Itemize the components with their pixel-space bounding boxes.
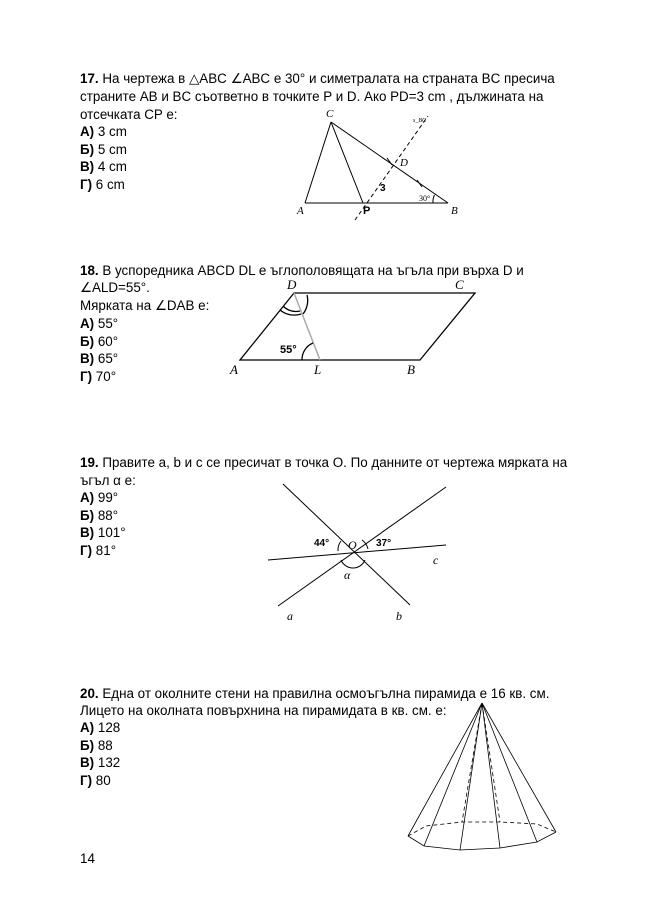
option-c[interactable] <box>80 754 120 772</box>
label-angle-30: 30° <box>419 194 431 203</box>
option-letter: В) <box>80 159 95 174</box>
option-d[interactable] <box>80 772 111 790</box>
label-c: C <box>326 108 334 120</box>
problem-17-line-2: страните AB и BC съответно в точките P и D. Ако PD=3 cm , дължината на <box>80 89 544 104</box>
pyramid-edge-6 <box>482 703 556 832</box>
label-angle-44: 44° <box>314 538 330 549</box>
label-d: D <box>400 157 408 169</box>
angle-arc-d-left <box>280 310 301 315</box>
option-letter: Г) <box>80 773 93 788</box>
option-text: 4 cm <box>97 159 127 174</box>
segment-cp <box>331 122 363 203</box>
label-p: P <box>363 205 371 217</box>
pyramid-edge-3 <box>460 703 482 850</box>
option-letter: Г) <box>80 369 93 384</box>
option-letter: А) <box>80 316 95 331</box>
option-b[interactable] <box>80 507 118 525</box>
problem-19-line-1 <box>80 454 567 472</box>
option-letter: В) <box>80 351 95 366</box>
option-text: 81° <box>95 543 117 558</box>
side-bc <box>331 122 448 203</box>
option-d[interactable] <box>80 368 116 386</box>
problem-19-line-2: ъгъл α е: <box>80 473 136 488</box>
pyramid-edge-4 <box>482 703 500 848</box>
option-b[interactable] <box>80 333 118 351</box>
problem-17-line-1 <box>80 70 555 88</box>
option-b[interactable] <box>80 141 127 159</box>
pyramid-base-back <box>408 822 556 836</box>
option-letter: В) <box>80 525 95 540</box>
option-text: 70° <box>95 369 117 384</box>
option-a[interactable] <box>80 315 118 333</box>
pyramid-edge-1 <box>408 703 482 836</box>
option-text: 5 cm <box>97 142 127 157</box>
option-letter: А) <box>80 720 95 735</box>
problem-18-text-1: В успоредника ABCD DL е ъглополовящата на ъгъла при върха D и <box>102 263 524 278</box>
bisector-dl <box>294 293 320 360</box>
option-d[interactable] <box>80 176 125 194</box>
label-o: O <box>348 538 357 552</box>
angle-arc-37 <box>362 540 368 549</box>
problem-18-line-1 <box>80 262 524 280</box>
label-b: b <box>396 609 402 623</box>
option-letter: Б) <box>80 334 95 349</box>
problem-17-text-1: На чертежа в △ABC ∠ABC е 30° и симетралата на страната BC пресича <box>102 71 555 86</box>
tick-cd <box>387 158 392 165</box>
option-c[interactable] <box>80 158 127 176</box>
page-number: 14 <box>80 851 95 866</box>
pyramid-edge-hidden-1 <box>462 703 482 822</box>
label-alpha: α <box>344 568 351 582</box>
label-b: B <box>407 362 415 377</box>
angle-arc-44 <box>338 541 341 551</box>
problem-18-line-2: ∠ALD=55°. <box>80 280 150 295</box>
problem-17-number: 17. <box>80 71 99 86</box>
option-text: 132 <box>97 755 121 770</box>
problem-19-number: 19. <box>80 455 99 470</box>
label-angle-37: 37° <box>376 538 392 549</box>
option-letter: Б) <box>80 508 95 523</box>
option-letter: В) <box>80 755 95 770</box>
option-letter: А) <box>80 490 95 505</box>
pyramid-edge-hidden-2 <box>482 703 500 822</box>
problem-20-line-2: Лицето на околната повърхнина на пирамидата в кв. см. е: <box>80 703 447 718</box>
option-c[interactable] <box>80 350 118 368</box>
side-ac <box>305 122 331 203</box>
option-letter: Г) <box>80 177 93 192</box>
label-a: a <box>287 609 293 623</box>
angle-arc-d-left-inner <box>283 306 300 311</box>
label-a: A <box>230 362 238 377</box>
option-d[interactable] <box>80 542 116 560</box>
option-text: 60° <box>97 334 119 349</box>
label-b: B <box>451 205 458 217</box>
parallelogram-abcd <box>240 293 475 360</box>
problem-20-number: 20. <box>80 686 99 701</box>
option-text: 88° <box>97 508 119 523</box>
problem-19-text-1: Правите a, b и c се пресичат в точка O. По данните от чертежа мярката на <box>102 455 568 470</box>
problem-17-line-3: отсечката CP е: <box>80 107 178 122</box>
option-letter: Б) <box>80 738 95 753</box>
label-pd-length: 3 <box>380 183 386 194</box>
line-b <box>283 484 410 605</box>
label-d: D <box>287 277 297 292</box>
label-l: L <box>314 362 322 377</box>
problem-20-text-1: Една от околните стени на правилна осмоъгълна пирамида е 16 кв. см. <box>102 686 550 701</box>
label-c: C <box>455 277 464 292</box>
angle-arc-b <box>433 195 435 203</box>
pyramid-edge-5 <box>482 703 537 842</box>
problem-18-number: 18. <box>80 263 99 278</box>
option-text: 6 cm <box>95 177 125 192</box>
option-a[interactable] <box>80 123 127 141</box>
option-text: 80 <box>95 773 111 788</box>
pyramid-base-front <box>408 832 556 850</box>
option-text: 3 cm <box>97 124 127 139</box>
label-angle-55: 55° <box>280 344 297 356</box>
option-letter: Б) <box>80 142 95 157</box>
angle-arc-alpha <box>341 560 365 568</box>
option-letter: А) <box>80 124 95 139</box>
pyramid-edge-2 <box>424 703 482 846</box>
label-c: c <box>433 553 439 567</box>
problem-20-line-1 <box>80 685 549 703</box>
problem-18-line-3: Мярката на ∠DAB е: <box>80 298 210 313</box>
tick-db <box>417 180 422 187</box>
option-a[interactable] <box>80 489 118 507</box>
option-text: 65° <box>97 351 119 366</box>
angle-arc-d-right <box>303 295 308 314</box>
line-a <box>278 487 446 606</box>
option-text: 101° <box>97 525 126 540</box>
line-c <box>268 545 446 560</box>
label-a: A <box>297 205 304 217</box>
option-letter: Г) <box>80 543 93 558</box>
label-sbc: s_BC <box>413 118 427 124</box>
option-text: 88 <box>97 738 113 753</box>
option-text: 99° <box>97 490 119 505</box>
option-b[interactable] <box>80 737 113 755</box>
option-a[interactable] <box>80 719 120 737</box>
perpendicular-bisector <box>355 116 431 220</box>
angle-arc-l <box>302 343 313 360</box>
option-c[interactable] <box>80 524 126 542</box>
option-text: 55° <box>97 316 119 331</box>
option-text: 128 <box>97 720 121 735</box>
